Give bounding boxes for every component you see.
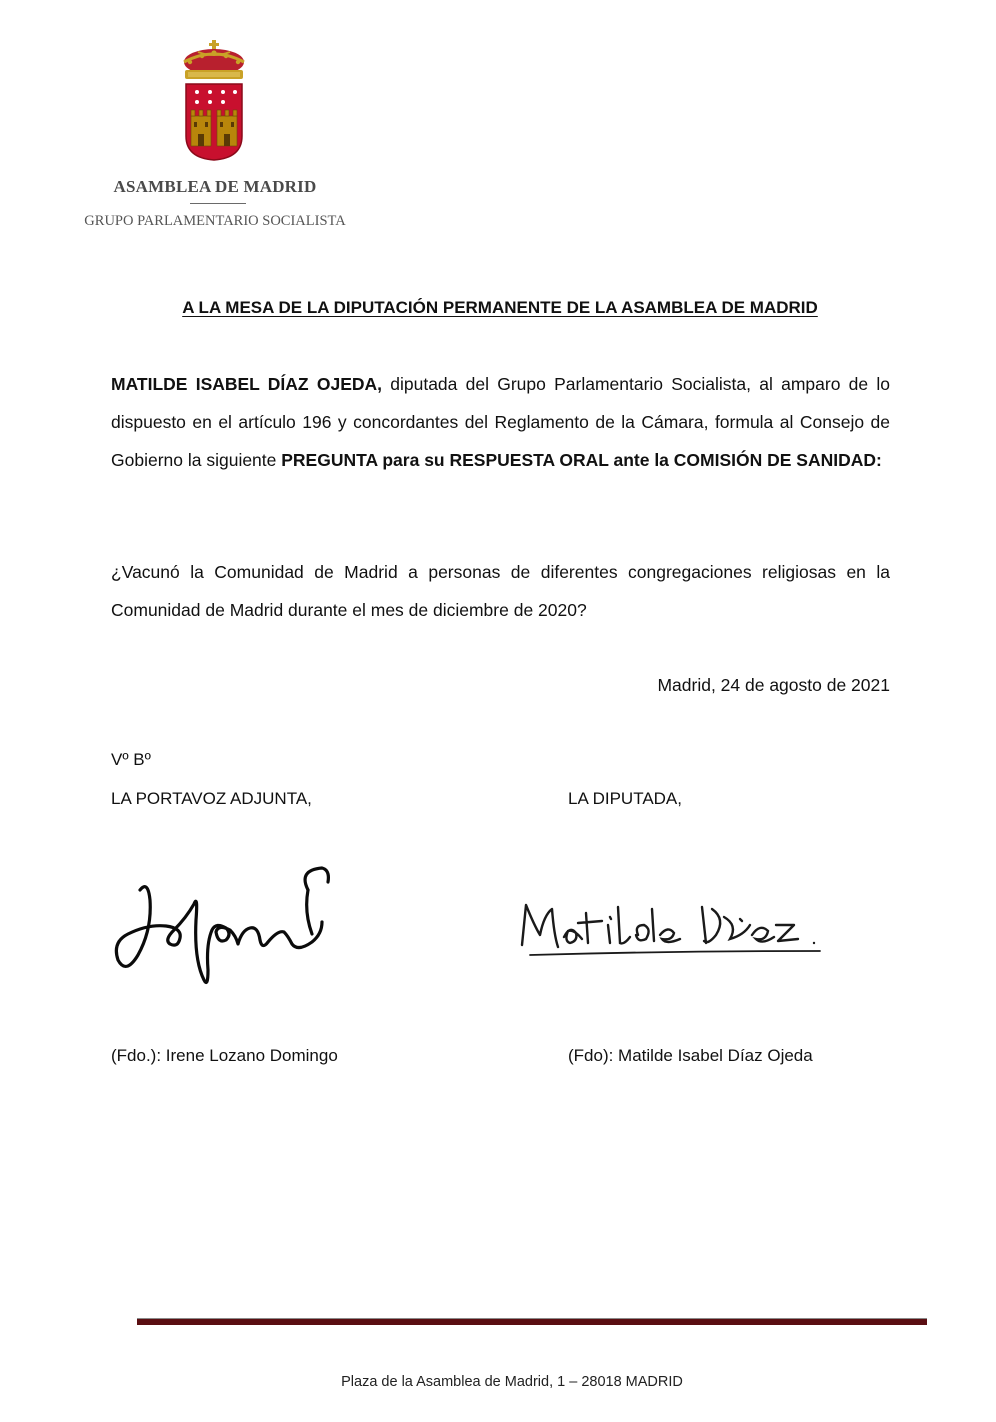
document-date: Madrid, 24 de agosto de 2021 bbox=[657, 675, 890, 695]
document-title: A LA MESA DE LA DIPUTACIÓN PERMANENTE DE LA ASAMBLEA DE MADRID bbox=[182, 298, 818, 317]
vobo-label: Vº Bº bbox=[111, 750, 151, 769]
body-paragraph-intro bbox=[111, 365, 890, 479]
madrid-crest-icon bbox=[180, 40, 248, 162]
right-signer-role: LA DIPUTADA, bbox=[568, 789, 682, 808]
handwritten-signature-icon bbox=[108, 860, 338, 990]
right-signer-name: (Fdo): Matilde Isabel Díaz Ojeda bbox=[568, 1046, 813, 1065]
intro-text: diputada del Grupo Parlamentario Socialista, al amparo de lo dispuesto en el artículo 196 y concordantes del Reglamento de la Cámara, formula al Consejo de Gobierno la siguiente bbox=[111, 374, 890, 470]
group-name: GRUPO PARLAMENTARIO SOCIALISTA bbox=[84, 213, 346, 229]
footer-address: Plaza de la Asamblea de Madrid, 1 – 28018 MADRID bbox=[341, 1374, 683, 1390]
deputy-name: MATILDE ISABEL DÍAZ OJEDA, bbox=[111, 374, 383, 394]
organization-name: ASAMBLEA DE MADRID bbox=[113, 177, 317, 196]
question-text: ¿Vacunó la Comunidad de Madrid a personas de diferentes congregaciones religiosas en la Comunidad de Madrid durante el mes de diciembre de 2020? bbox=[111, 562, 890, 620]
left-signer-role: LA PORTAVOZ ADJUNTA, bbox=[111, 789, 312, 808]
question-type: PREGUNTA para su RESPUESTA ORAL ante la COMISIÓN DE SANIDAD: bbox=[281, 450, 882, 470]
footer-divider bbox=[137, 1318, 927, 1325]
left-signer-name: (Fdo.): Irene Lozano Domingo bbox=[111, 1046, 338, 1065]
handwritten-signature-icon bbox=[512, 895, 832, 965]
organization-divider bbox=[190, 203, 246, 204]
